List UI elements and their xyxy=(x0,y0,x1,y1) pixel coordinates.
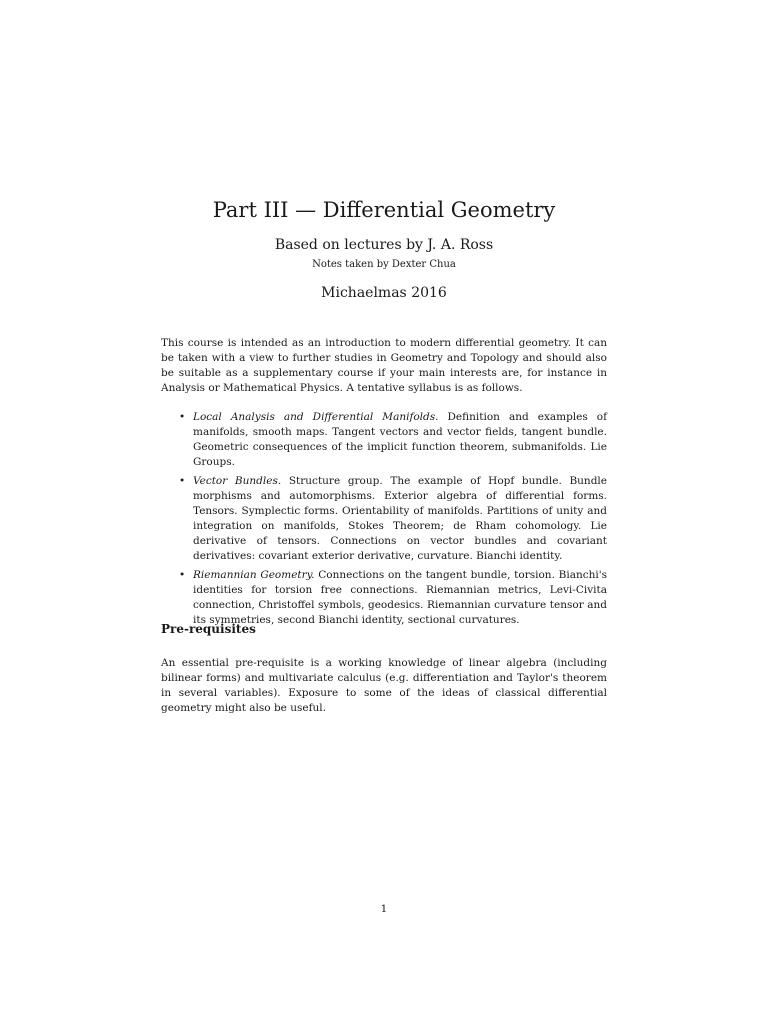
syllabus-description: Connections on the tangent bundle, torsion. Bianchi's identities for torsion free connections. Riemannian metrics, Levi-Civita connection, Christoffel symbols, geodesics. Riemannian curvature tensor and its symmetries, second Bianchi identity, sectional curvatures. xyxy=(193,569,607,626)
lecturer-line: Based on lectures by J. A. Ross xyxy=(274,237,494,253)
page-number: 1 xyxy=(380,903,388,915)
syllabus-item-riemannian-geometry xyxy=(161,568,607,628)
syllabus-description: Structure group. The example of Hopf bundle. Bundle morphisms and automorphisms. Exterior algebra of differential forms. Tensors. Symplectic forms. Orientability of manifolds. Partitions of unity and integration on manifolds, Stokes Theorem; de Rham cohomology. Lie derivative of tensors. Connections on vector bundles and covariant derivatives: covariant exterior derivative, curvature. Bianchi identity. xyxy=(193,475,607,562)
syllabus-list xyxy=(161,410,607,632)
document-title: Part III — Differential Geometry xyxy=(212,198,556,222)
bullet-icon: • xyxy=(179,411,186,423)
syllabus-topic: Vector Bundles. xyxy=(193,475,282,487)
bullet-icon: • xyxy=(179,569,186,581)
syllabus-item-vector-bundles xyxy=(161,474,607,564)
prereq-heading: Pre-requisites xyxy=(161,622,256,636)
term-date: Michaelmas 2016 xyxy=(321,285,447,301)
syllabus-description: Definition and examples of manifolds, smooth maps. Tangent vectors and vector fields, tangent bundle. Geometric consequences of the implicit function theorem, submanifolds. Lie Groups. xyxy=(193,411,607,468)
syllabus-topic: Riemannian Geometry. xyxy=(193,569,315,581)
prereq-paragraph: An essential pre-requisite is a working knowledge of linear algebra (including bilinear forms) and multivariate calculus (e.g. differentiation and Taylor's theorem in several variables). Exposure to some of the ideas of classical differential geometry might also be useful. xyxy=(161,657,607,714)
notes-credit: Notes taken by Dexter Chua xyxy=(312,259,456,270)
bullet-icon: • xyxy=(179,475,186,487)
syllabus-item-local-analysis xyxy=(161,410,607,470)
syllabus-topic: Local Analysis and Differential Manifolds. xyxy=(193,411,439,423)
intro-paragraph: This course is intended as an introduction to modern differential geometry. It can be taken with a view to further studies in Geometry and Topology and should also be suitable as a supplementary course if your main interests are, for instance in Analysis or Mathematical Physics. A tentative syllabus is as follows. xyxy=(161,337,607,394)
